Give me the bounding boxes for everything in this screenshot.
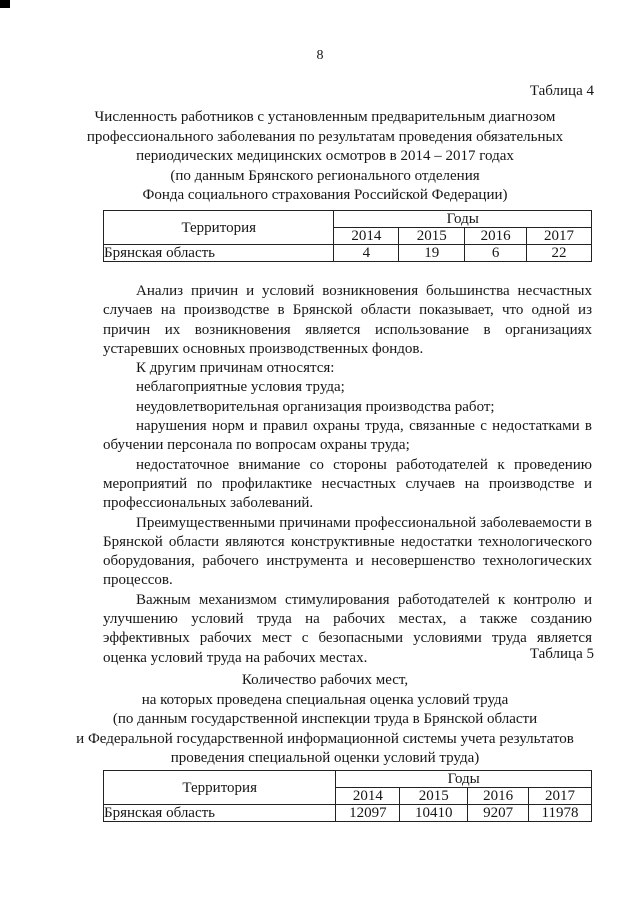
scan-corner-mark [0, 0, 10, 8]
table-row [104, 245, 592, 262]
table5-year: 2014 [336, 788, 400, 805]
table4-row-name: Брянская область [104, 245, 334, 262]
table5-title-line: проведения специальной оценки условий труда) [170, 750, 480, 766]
paragraph: К другим причинам относятся: [136, 360, 335, 377]
table5-header-years: Годы [336, 771, 592, 788]
table4-title-line: периодических медицинских осмотров в 2014 – 2017 годах [136, 148, 514, 164]
table5-year: 2017 [529, 788, 592, 805]
table4-title-line: Численность работников с установленным предварительным диагнозом [94, 109, 556, 125]
table4-cell: 22 [527, 245, 592, 262]
paragraph: неудовлетворительная организация производства работ; [136, 398, 495, 415]
table4-year: 2014 [334, 228, 399, 245]
table4-cell: 4 [334, 245, 399, 262]
table4-title-line: Фонда социального страхования Российской Федерации) [142, 187, 508, 203]
table5-title-line: Количество рабочих мест, [241, 672, 409, 688]
table4-header-years: Годы [334, 211, 592, 228]
page-number: 8 [316, 48, 324, 63]
table-row [104, 805, 592, 822]
paragraph: неблагоприятные условия труда; [136, 379, 345, 396]
table5-title-line: и Федеральной государственной информационной системы учета результатов [76, 730, 574, 747]
body-text [103, 282, 592, 668]
table5-title-line: (по данным государственной инспекции труда в Брянской области [112, 711, 538, 727]
table4-year: 2017 [527, 228, 592, 245]
table4-header-territory: Территория [104, 211, 334, 245]
table5-cell: 9207 [468, 805, 529, 822]
table5-cell: 10410 [400, 805, 468, 822]
table4-cell: 6 [465, 245, 527, 262]
table4-year: 2015 [399, 228, 465, 245]
table5-year: 2015 [400, 788, 468, 805]
paragraph: Преимущественными причинами профессиональной заболеваемости в Брянской области являются конструктивные недостатки технологического оборудования, рабочего инструмента и несовершенство технологических процессов. [103, 514, 592, 589]
paragraph: Анализ причин и условий возникновения большинства несчастных случаев на производстве в Брянской области показывает, что одной из причин их возникновения является использование в организациях устаревших основных производственных фондов. [103, 283, 592, 357]
table5-caption: Таблица 5 [529, 646, 594, 662]
table5-header-territory: Территория [104, 771, 336, 805]
table5-row-name: Брянская область [104, 805, 336, 822]
table5-year: 2016 [468, 788, 529, 805]
table5 [103, 770, 592, 822]
paragraph: Важным механизмом стимулирования работодателей к контролю и улучшению условий труда на рабочих местах, а также созданию эффективных рабочих мест с безопасными условиями труда является оценка условий труда на рабочих местах. [103, 591, 592, 666]
table5-cell: 11978 [529, 805, 592, 822]
table4-year: 2016 [465, 228, 527, 245]
paragraph: нарушения норм и правил охраны труда, связанные с недостатками в обучении персонала по вопросам охраны труда; [103, 418, 592, 454]
table5-cell: 12097 [336, 805, 400, 822]
table5-title [70, 671, 580, 769]
table4-caption: Таблица 4 [529, 83, 594, 99]
table4 [103, 210, 592, 262]
table4-title-line: профессионального заболевания по результатам проведения обязательных [86, 128, 564, 145]
paragraph: недостаточное внимание со стороны работодателей к проведению мероприятий по профилактике несчастных случаев на производстве и профессиональных заболеваний. [103, 456, 592, 512]
table5-title-line: на которых проведена специальная оценка условий труда [141, 691, 509, 708]
table4-cell: 19 [399, 245, 465, 262]
table4-title [70, 108, 580, 206]
table4-title-line: (по данным Брянского регионального отделения [170, 167, 480, 184]
